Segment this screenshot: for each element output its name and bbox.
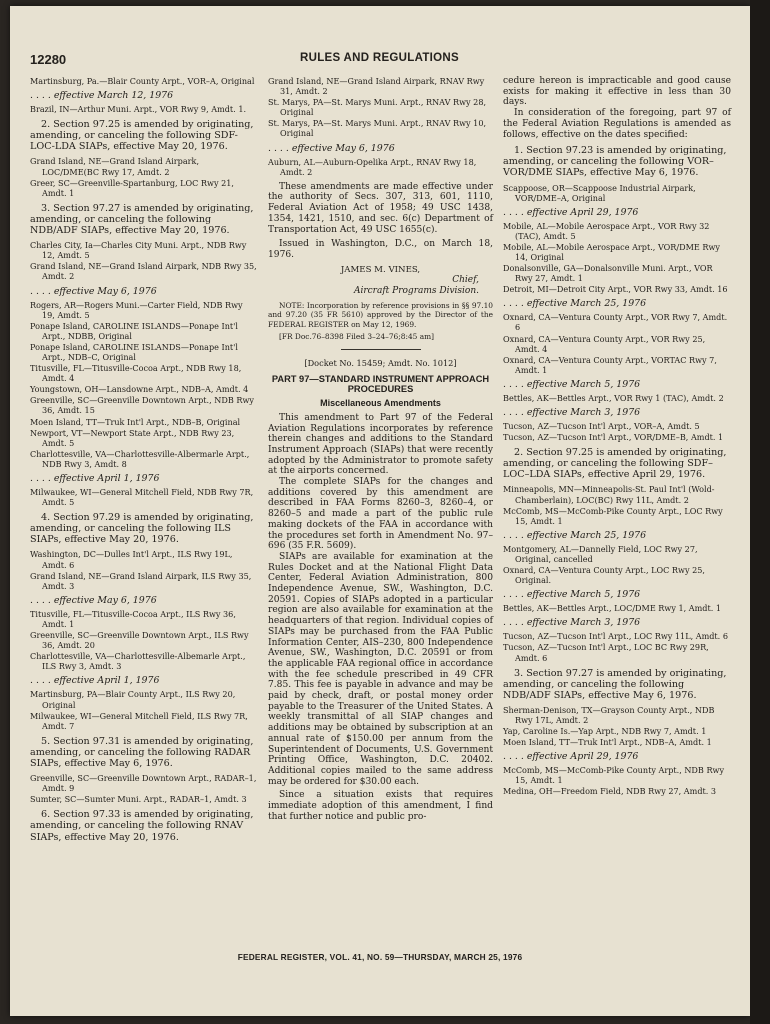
list-item: Newport, VT—Newport State Arpt., NDB Rwy 23, Amdt. 5 [30, 427, 235, 448]
divider [341, 349, 421, 350]
list-item: Auburn, AL—Auburn-Opelika Arpt., RNAV Rwy 18, Amdt. 2 [268, 156, 477, 177]
body-paragraph: cedure hereon is impracticable and good cause exists for making it effective in less than 30 days. [503, 76, 731, 108]
list-item: Tucson, AZ—Tucson Int'l Arpt., VOR–A, Amdt. 5 [503, 421, 700, 431]
section-paragraph: 2. Section 97.25 is amended by originating, amending, or canceling the following SDF–LOC–LDA SIAPs, effective April 29, 1976. [503, 447, 727, 481]
list-item: Greenville, SC—Greenville Downtown Arpt., NDB Rwy 36, Amdt. 15 [30, 395, 254, 416]
list-item: Sherman-Denison, TX—Grayson County Arpt., NDB Rwy 17L, Amdt. 2 [503, 704, 715, 725]
list-item: Ponape Island, CAROLINE ISLANDS—Ponape Int'l Arpt., NDB–C, Original [30, 341, 238, 362]
list-item: Moen Island, TT—Truk Int'l Arpt., NDB–A, Amdt. 1 [503, 737, 712, 748]
list-item: Charlottesville, VA—Charlottesville-Albemarle Arpt., ILS Rwy 3, Amdt. 3 [30, 651, 246, 672]
list-item: Titusville, FL—Titusville-Cocoa Arpt., NDB Rwy 18, Amdt. 4 [30, 363, 242, 384]
list-item: Youngstown, OH—Lansdowne Arpt., NDB–A, Amdt. 4 [30, 384, 249, 395]
list-item: Oxnard, CA—Ventura County Arpt., VOR Rwy 7, Amdt. 6 [503, 312, 728, 333]
effective-date-heading: . . . . effective April 1, 1976 [30, 675, 160, 687]
list-item: Milwaukee, WI—General Mitchell Field, ILS Rwy 7R, Amdt. 7 [30, 710, 248, 731]
body-paragraph: The complete SIAPs for the changes and additions covered by this amendment are described in FAA Forms 8260–3, 8260–4, or 8260–5 and made a part of the public rule making dockets of the FAA in accordance with the procedures set forth in Amendment No. 97–696 (35 F.R. 5609). [268, 477, 493, 552]
list-item: Grand Island, NE—Grand Island Airpark, LOC/DME(BC Rwy 17, Amdt. 2 [30, 156, 200, 177]
signature-name: JAMES M. VINES, [340, 264, 421, 275]
scan-edge [750, 0, 770, 1024]
list-item: Oxnard, CA—Ventura County Arpt., VORTAC Rwy 7, Amdt. 1 [503, 354, 717, 375]
effective-date-heading: . . . . effective March 25, 1976 [503, 529, 647, 541]
list-item: Montgomery, AL—Dannelly Field, LOC Rwy 27, Original, cancelled [503, 543, 698, 564]
column-left [30, 76, 258, 847]
running-title: RULES AND REGULATIONS [300, 52, 459, 64]
list-item: Rogers, AR—Rogers Muni.—Carter Field, NDB Rwy 19, Amdt. 5 [30, 299, 243, 320]
column-middle [268, 76, 493, 823]
list-item: Detroit, MI—Detroit City Arpt., VOR Rwy 33, Amdt. 16 [503, 284, 728, 295]
effective-date-heading: . . . . effective March 5, 1976 [503, 378, 641, 390]
effective-date-heading: . . . . effective March 5, 1976 [503, 589, 641, 601]
list-item: Grand Island, NE—Grand Island Airpark, NDB Rwy 35, Amdt. 2 [30, 261, 257, 282]
list-item: Charles City, Ia—Charles City Muni. Arpt., NDB Rwy 12, Amdt. 5 [30, 240, 247, 261]
list-item: Greenville, SC—Greenville Downtown Arpt., RADAR–1, Amdt. 9 [30, 773, 257, 794]
effective-date-heading: . . . . effective May 6, 1976 [268, 142, 395, 154]
list-item: Tucson, AZ—Tucson Int'l Arpt., LOC Rwy 11L, Amdt. 6 [503, 631, 728, 642]
column-right [503, 76, 731, 798]
part-heading: PART 97—STANDARD INSTRUMENT APPROACH PROCEDURES [271, 373, 490, 395]
effective-date-heading: . . . . effective April 29, 1976 [503, 751, 639, 763]
body-paragraph: In consideration of the foregoing, part 97 of the Federal Aviation Regulations is amended as follows, effective on the dates specified: [503, 108, 731, 140]
signature-title: Chief, [452, 275, 479, 286]
list-item: Washington, DC—Dulles Int'l Arpt., ILS Rwy 19L, Amdt. 6 [30, 549, 233, 570]
list-item: Yap, Caroline Is.—Yap Arpt., NDB Rwy 7, Amdt. 1 [503, 726, 707, 737]
docket-line: [Docket No. 15459; Amdt. No. 1012] [304, 357, 457, 368]
list-item: Medina, OH—Freedom Field, NDB Rwy 27, Amdt. 3 [503, 786, 717, 797]
effective-date-heading: . . . . effective April 29, 1976 [503, 206, 639, 218]
effective-date-heading: . . . . effective April 1, 1976 [30, 473, 160, 484]
effective-date-heading: . . . . effective March 25, 1976 [503, 298, 647, 310]
list-item: Tucson, AZ—Tucson Int'l Arpt., VOR/DME–B, Amdt. 1 [503, 432, 724, 443]
list-item: Oxnard, CA—Ventura County Arpt., VOR Rwy 25, Amdt. 4 [503, 333, 706, 354]
list-item: Oxnard, CA—Ventura County Arpt., LOC Rwy 25, Original. [503, 565, 705, 586]
issued-paragraph: Issued in Washington, D.C., on March 18, 1976. [268, 239, 493, 260]
section-paragraph: 2. Section 97.25 is amended by originating, amending, or canceling the following SDF-LOC-LDA SIAPs, effective May 20, 1976. [30, 119, 254, 153]
list-item: Sumter, SC—Sumter Muni. Arpt., RADAR–1, Amdt. 3 [30, 794, 247, 805]
body-paragraph: This amendment to Part 97 of the Federal Aviation Regulations incorporates by reference therein changes and additions to the Standard Instrument Approach (SIAPs) that were recently adopted by the Administrator to promote safety at the airports concerned. [268, 412, 493, 477]
page-header [30, 52, 730, 74]
list-item: Mobile, AL—Mobile Aerospace Arpt., VOR/DME Rwy 14, Original [503, 241, 720, 262]
sub-heading: Miscellaneous Amendments [320, 397, 441, 408]
list-item: Scappoose, OR—Scappoose Industrial Airpark, VOR/DME–A, Original [503, 182, 696, 203]
list-item: Bettles, AK—Bettles Arpt., LOC/DME Rwy 1, Amdt. 1 [503, 603, 722, 614]
effective-date-heading: . . . . effective March 3, 1976 [503, 407, 641, 418]
document-page [10, 6, 750, 1016]
section-paragraph: 3. Section 97.27 is amended by originating, amending, or canceling the following NDB/ADF SIAPs, effective May 20, 1976. [30, 202, 254, 237]
list-item: Charlottesville, VA—Charlottesville-Albermarle Arpt., NDB Rwy 3, Amdt. 8 [30, 448, 250, 469]
list-item: Grand Island, NE—Grand Island Airpark, RNAV Rwy 31, Amdt. 2 [268, 76, 485, 97]
list-item: Minneapolis, MN—Minneapolis-St. Paul Int'l (Wold-Chamberlain), LOC(BC) Rwy 11L, Amdt. 2 [503, 484, 715, 505]
list-item: Mobile, AL—Mobile Aerospace Arpt., VOR Rwy 32 (TAC), Amdt. 5 [503, 220, 710, 241]
page-number: 12280 [30, 52, 67, 67]
list-item: Martinsburg, PA—Blair County Arpt., ILS Rwy 20, Original [30, 689, 236, 710]
list-item: Tucson, AZ—Tucson Int'l Arpt., LOC BC Rwy 29R, Amdt. 6 [503, 642, 709, 663]
section-paragraph: 3. Section 97.27 is amended by originating, amending, or canceling the following NDB/ADF SIAPs, effective May 6, 1976. [503, 667, 727, 701]
body-paragraph: SIAPs are available for examination at the Rules Docket and at the National Flight Data Center, Federal Aviation Administration, 800 Independence Avenue, SW., Washington, D.C. 20591. Copies of SIAPs adopted in a particular region are also available for examination at the headquarters of that region. Individual copies of SIAPs may be purchased from the FAA Public Information Center, AIS–230, 800 Independence Avenue, SW., Washington, D.C. 20591 or from the applicable FAA regional office in accordance with the fee schedule prescribed in 49 CFR 7.85. This fee is payable in advance and may be paid by check, draft, or postal money order payable to the Treasurer of the United States. A weekly transmittal of all SIAP changes and additions may be obtained by subscription at an annual rate of $150.00 per annum from the Superintendent of Documents, U.S. Government Printing Office, Washington, D.C. 20402. Additional copies mailed to the same address may be ordered for $30.00 each. [268, 551, 493, 787]
list-item: Milwaukee, WI—General Mitchell Field, NDB Rwy 7R, Amdt. 5 [30, 487, 254, 508]
list-item: St. Marys, PA—St. Marys Muni. Arpt., RNAV Rwy 10, Original [268, 118, 487, 139]
body-paragraph: Since a situation exists that requires immediate adoption of this amendment, I find that further notice and public pro- [268, 790, 493, 822]
section-paragraph: 6. Section 97.33 is amended by originating, amending, or canceling the following RNAV SIAPs, effective May 20, 1976. [30, 809, 254, 843]
section-paragraph: 5. Section 97.31 is amended by originating, amending, or canceling the following RADAR SIAPs, effective May 6, 1976. [30, 735, 254, 769]
list-item: Greenville, SC—Greenville Downtown Arpt., ILS Rwy 36, Amdt. 20 [30, 630, 249, 651]
section-paragraph: 4. Section 97.29 is amended by originating, amending, or canceling the following ILS SIAPs, effective May 20, 1976. [30, 512, 254, 546]
authority-paragraph: These amendments are made effective under the authority of Secs. 307, 313, 601, 1110, Federal Aviation Act of 1958; 49 USC 1438, 1354, 1421, 1510, and sec. 6(c) Department of Transportation Act, 49 USC 1655(c). [268, 181, 493, 235]
list-item: St. Marys, PA—St. Marys Muni. Arpt., RNAV Rwy 28, Original [268, 97, 487, 118]
list-item: Brazil, IN—Arthur Muni. Arpt., VOR Rwy 9, Amdt. 1. [30, 104, 247, 115]
note-paragraph: NOTE: Incorporation by reference provisions in §§ 97.10 and 97.20 (35 FR 5610) approved by the Director of the FEDERAL REGISTER on May 12, 1969. [268, 301, 493, 329]
page-footer: FEDERAL REGISTER, VOL. 41, NO. 59—THURSDAY, MARCH 25, 1976 [237, 952, 523, 962]
list-item: McComb, MS—McComb-Pike County Arpt., NDB Rwy 15, Amdt. 1 [503, 765, 725, 786]
list-item: Martinsburg, Pa.—Blair County Arpt., VOR–A, Original [30, 76, 255, 86]
effective-date-heading: . . . . effective March 3, 1976 [503, 617, 641, 629]
list-item: Moen Island, TT—Truk Int'l Arpt., NDB–B, Original [30, 416, 241, 427]
list-item: Donalsonville, GA—Donalsonville Muni. Arpt., VOR Rwy 27, Amdt. 1 [503, 263, 713, 284]
section-paragraph: 1. Section 97.23 is amended by originating, amending, or canceling the following VOR–VOR/DME SIAPs, effective May 6, 1976. [503, 145, 727, 179]
fr-doc-line: [FR Doc.76–8398 Filed 3–24–76;8:45 am] [279, 331, 434, 341]
list-item: Grand Island, NE—Grand Island Airpark, ILS Rwy 35, Amdt. 3 [30, 570, 252, 591]
list-item: Greer, SC—Greenville-Spartanburg, LOC Rwy 21, Amdt. 1 [30, 177, 234, 198]
effective-date-heading: . . . . effective May 6, 1976 [30, 285, 157, 297]
list-item: Ponape Island, CAROLINE ISLANDS—Ponape Int'l Arpt., NDBB, Original [30, 320, 238, 341]
effective-date-heading: . . . . effective May 6, 1976 [30, 594, 157, 606]
list-item: Titusville, FL—Titusville-Cocoa Arpt., ILS Rwy 36, Amdt. 1 [30, 608, 236, 629]
list-item: Bettles, AK—Bettles Arpt., VOR Rwy 1 (TAC), Amdt. 2 [503, 392, 724, 403]
effective-date-heading: . . . . effective March 12, 1976 [30, 90, 174, 102]
signature-organization: Aircraft Programs Division. [353, 285, 479, 296]
list-item: McComb, MS—McComb-Pike County Arpt., LOC Rwy 15, Amdt. 1 [503, 505, 723, 526]
